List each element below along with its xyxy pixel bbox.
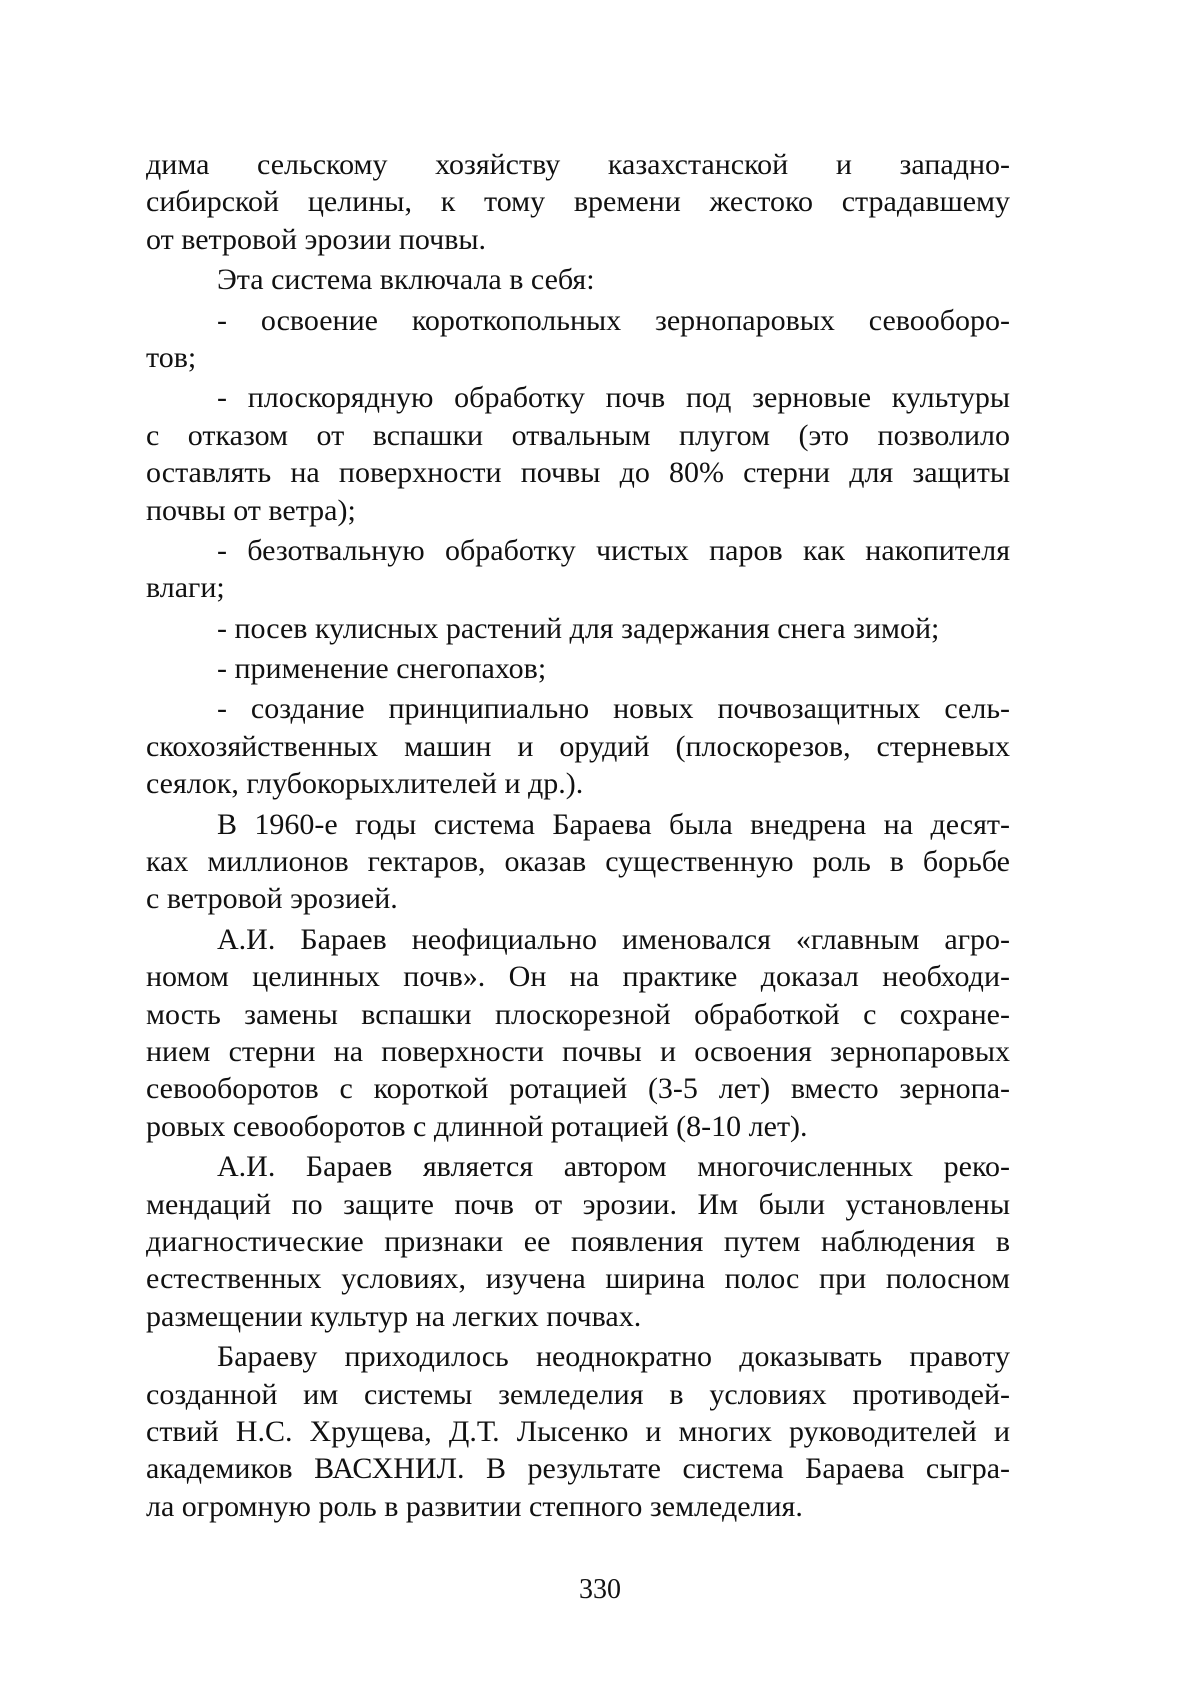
paragraph-first-line: - посев кулисных растений для задержания снега зимой; bbox=[217, 611, 940, 645]
text-line: естественных условиях, изучена ширина полос при полосном bbox=[146, 1262, 1010, 1296]
paragraph-first-line: - освоение короткопольных зернопаровых севооборо- bbox=[217, 303, 1010, 337]
page-number: 330 bbox=[579, 1574, 621, 1605]
paragraph-first-line: - безотвальную обработку чистых паров как накопителя bbox=[217, 533, 1010, 567]
paragraph-first-line: А.И. Бараев является автором многочисленных реко- bbox=[217, 1150, 1010, 1184]
paragraph-first-line: - плоскорядную обработку почв под зерновые культуры bbox=[217, 381, 1010, 415]
text-line: ках миллионов гектаров, оказав существенную роль в борьбе bbox=[146, 845, 1010, 879]
text-line: мость замены вспашки плоскорезной обработкой с сохране- bbox=[146, 997, 1010, 1031]
text-line: с отказом от вспашки отвальным плугом (это позволило bbox=[146, 418, 1010, 452]
paragraph-first-line: Бараеву приходилось неоднократно доказывать правоту bbox=[217, 1340, 1010, 1374]
text-line: нием стерни на поверхности почвы и освоения зернопаровых bbox=[146, 1034, 1010, 1068]
text-line: ствий Н.С. Хрущева, Д.Т. Лысенко и многих руководителей и bbox=[146, 1414, 1010, 1448]
body-text bbox=[146, 146, 1010, 1525]
text-line: созданной им системы земледелия в условиях противодей- bbox=[146, 1377, 1010, 1411]
text-line: севооборотов с короткой ротацией (3-5 лет) вместо зернопа- bbox=[146, 1072, 1010, 1106]
text-line: скохозяйственных машин и орудий (плоскорезов, стерневых bbox=[146, 729, 1010, 763]
text-line: академиков ВАСХНИЛ. В результате система Бараева сыгра- bbox=[146, 1452, 1010, 1486]
text-line: сеялок, глубокорыхлителей и др.). bbox=[146, 767, 584, 801]
text-line: тов; bbox=[146, 340, 197, 374]
text-line: оставлять на поверхности почвы до 80% стерни для защиты bbox=[146, 456, 1010, 490]
paragraph-first-line: А.И. Бараев неофициально именовался «главным агро- bbox=[217, 922, 1010, 956]
text-line: дима сельскому хозяйству казахстанской и западно- bbox=[146, 148, 1010, 181]
text-line: ровых севооборотов с длинной ротацией (8-10 лет). bbox=[146, 1109, 808, 1143]
paragraph-first-line: Эта система включала в себя: bbox=[217, 263, 595, 297]
text-line: влаги; bbox=[146, 571, 225, 605]
text-line: мендаций по защите почв от эрозии. Им были установлены bbox=[146, 1187, 1010, 1221]
text-line: диагностические признаки ее появления путем наблюдения в bbox=[146, 1224, 1010, 1258]
paragraph-first-line: В 1960-е годы система Бараева была внедрена на десят- bbox=[217, 807, 1010, 841]
text-line: почвы от ветра); bbox=[146, 493, 356, 527]
text-line: номом целинных почв». Он на практике доказал необходи- bbox=[146, 960, 1010, 994]
paragraph-first-line: - применение снегопахов; bbox=[217, 652, 547, 686]
text-line: размещении культур на легких почвах. bbox=[146, 1299, 642, 1333]
text-line: ла огромную роль в развитии степного земледелия. bbox=[146, 1489, 803, 1523]
text-line: от ветровой эрозии почвы. bbox=[146, 222, 487, 256]
text-line: сибирской целины, к тому времени жестоко страдавшему bbox=[146, 185, 1010, 219]
text-line: с ветровой эрозией. bbox=[146, 882, 398, 916]
paragraph-first-line: - создание принципиально новых почвозащитных сель- bbox=[217, 692, 1010, 726]
